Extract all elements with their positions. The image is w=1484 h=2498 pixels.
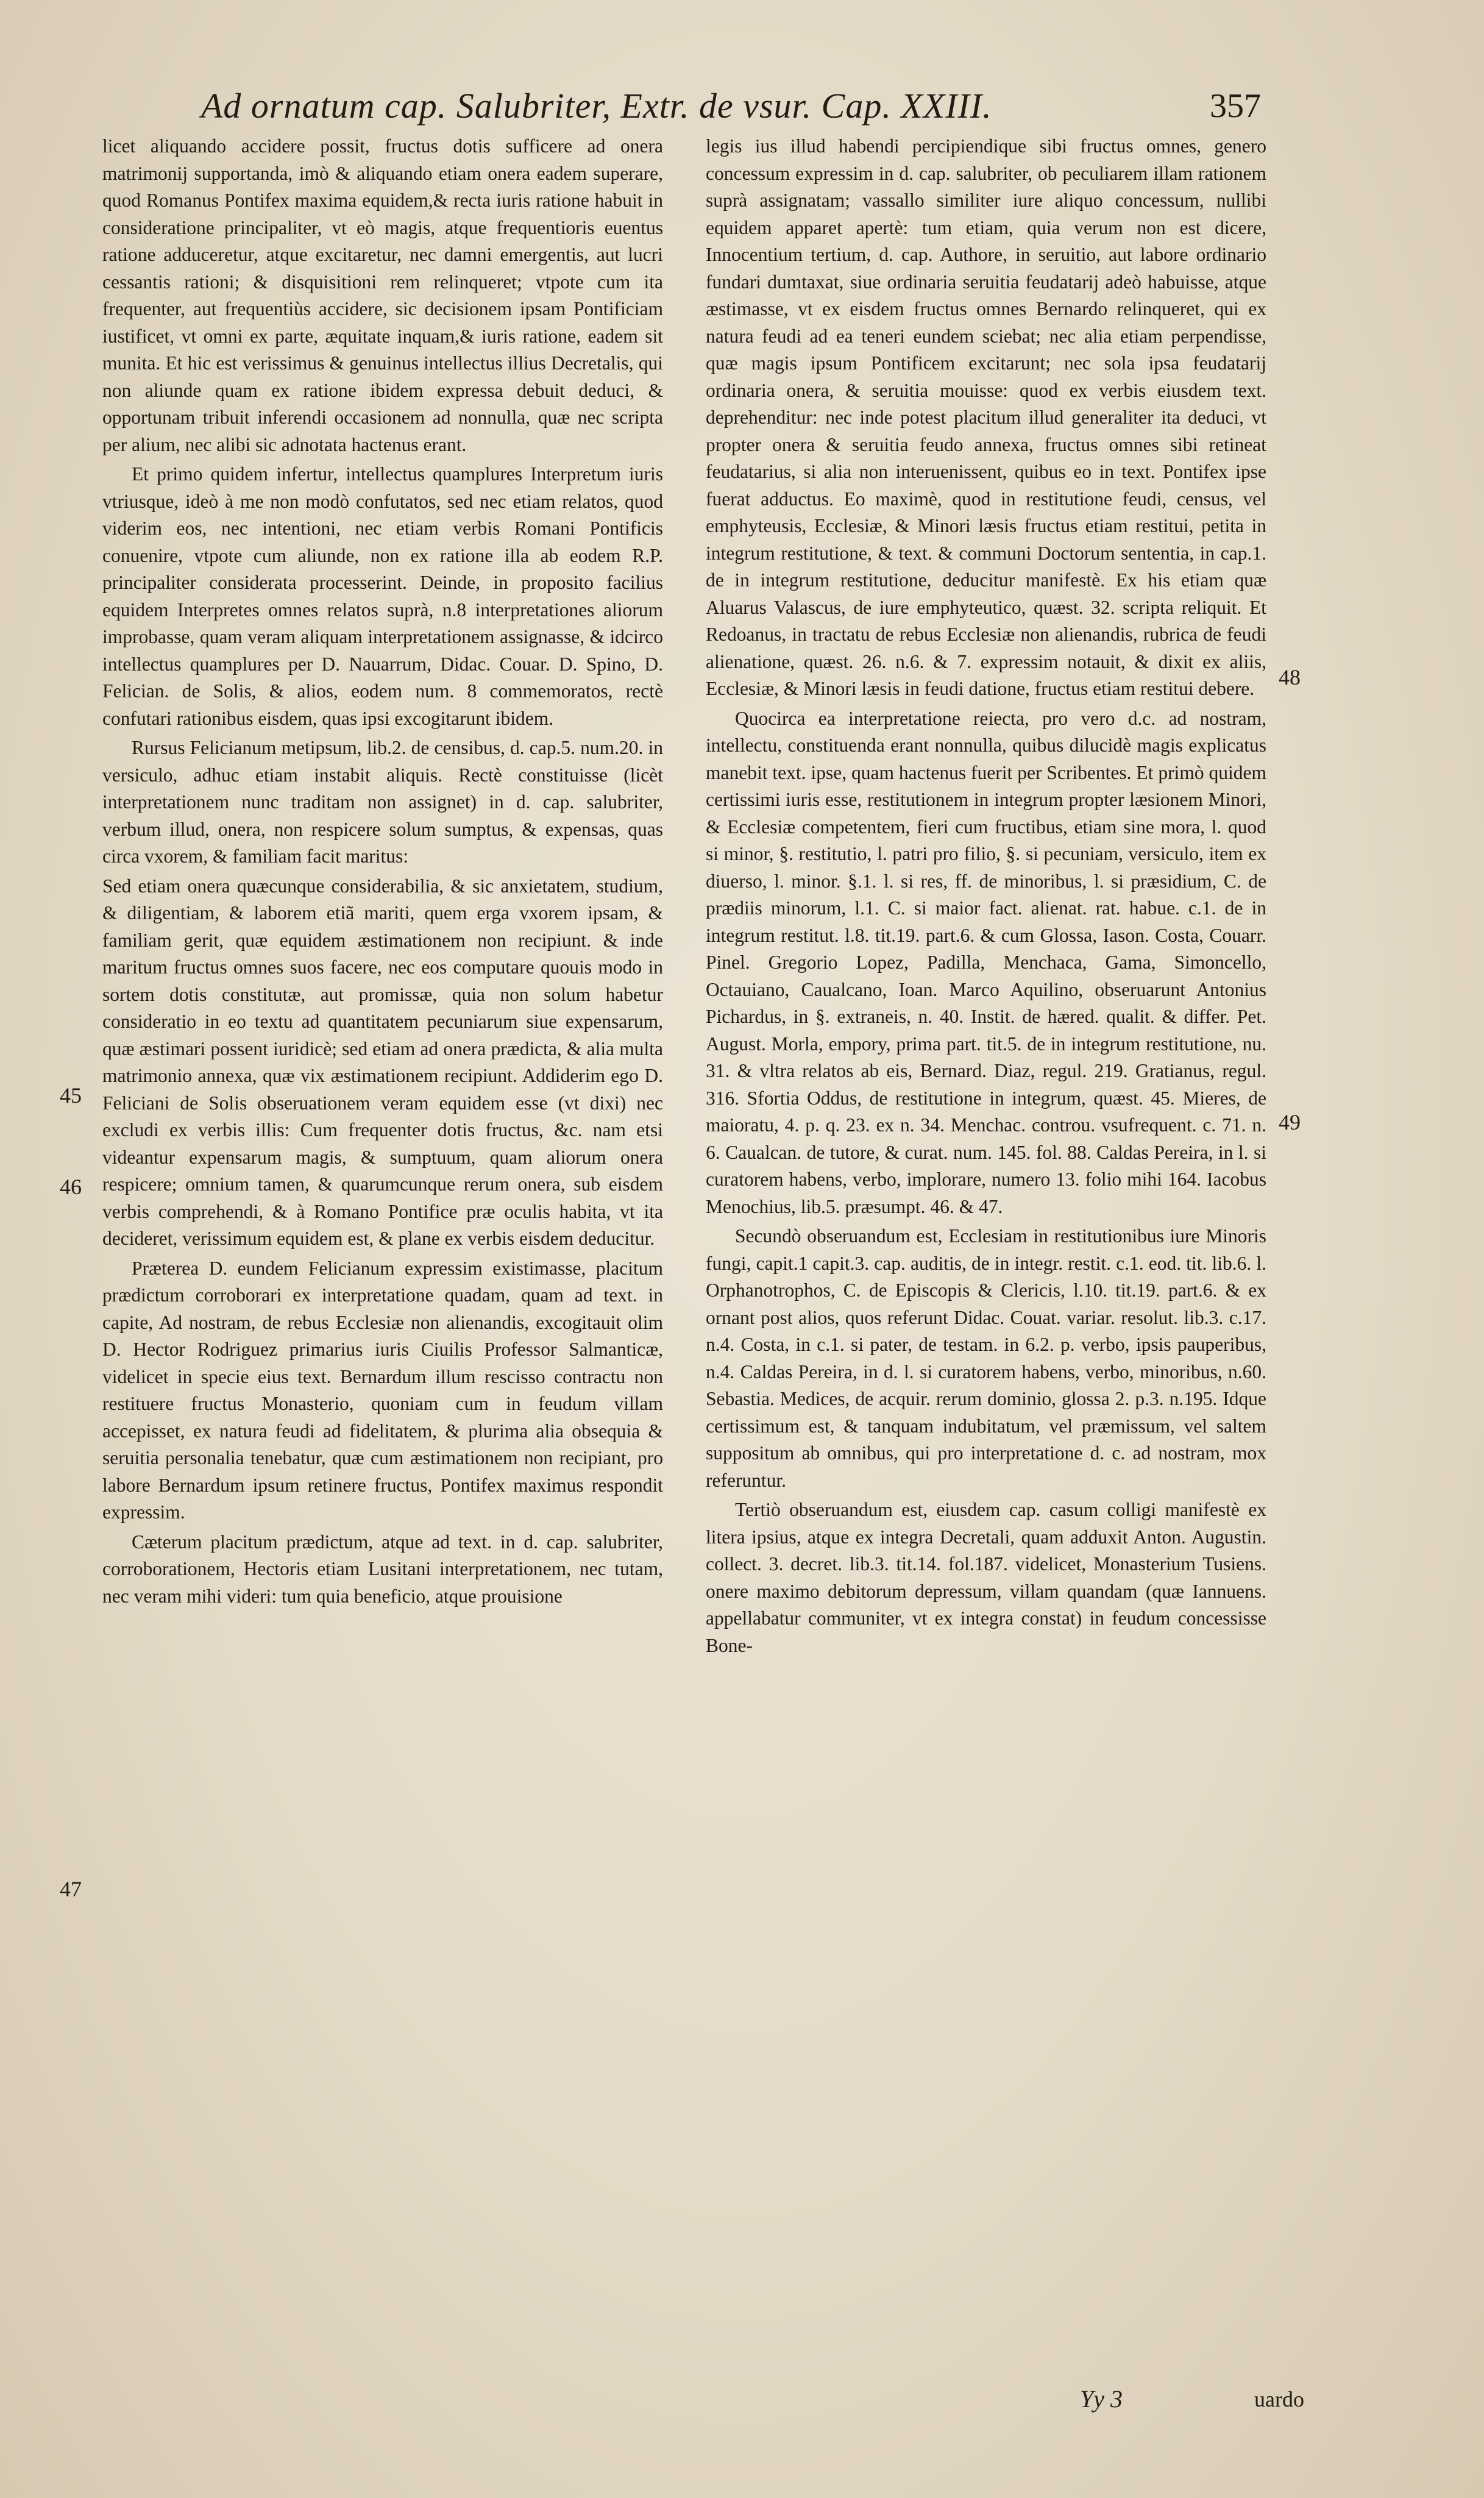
paragraph: Et primo quidem infertur, intellectus quamplures Interpretum iuris vtriusque, ideò à me non modò confutatos, sed nec etiam relatos, quod viderim eos, nec intentioni, nec etiam verbis Romani Pontificis conuenire, vtpote cum aliunde, non ex ratione illa ab eodem R.P. principaliter considerata processerint. Deinde, in proposito facilius equidem Interpretes omnes relatos suprà, n.8 interpretationes aliorum improbasse, quam veram aliquam interpretationem assignasse, & idcirco intellectus quamplures per D. Nauarrum, Didac. Couar. D. Spino, D. Felician. de Solis, & alios, eodem num. 8 commemoratos, rectè confutari rationibus eisdem, quas ipsi excogitarunt ibidem. [102,463,663,729]
paragraph: licet aliquando accidere possit, fructus dotis sufficere ad onera matrimonij supportanda, imò & aliquando etiam onera eadem superare, quod Romanus Pontifex maxima equidem,& recta iuris ratione habuit in consideratione principaliter, vt eò magis, atque frequentioris euentus ratione adduceretur, atque excitaretur, nec damni emergentis, aut lucri cessantis rationi; & disquisitioni rem relinqueret; vtpote cum ita frequenter, aut frequentiùs accidere, sic decisionem ipsam Pontificiam iustificet, vt omni ex parte, æquitate inquam,& iuris ratione, eadem sit munita. Et hic est verissimus & genuinus intellectus illius Decretalis, qui non aliunde quam ex ratione ibidem expressa debuit deduci, & opportunam tribuit inferendi occasionem ad nonnulla, quæ nec scripta per alium, nec alibi sic adnotata hactenus erant. [102,135,663,455]
margin-number: 46 [60,1175,82,1199]
paragraph: Cæterum placitum prædictum, atque ad text. in d. cap. salubriter, corroborationem, Hectoris etiam Lusitani interpretationem, nec tutam, nec veram mihi videri: tum quia beneficio, atque prouisione [102,1531,663,1607]
right-column [706,133,1266,2449]
margin-number: 47 [60,1877,82,1901]
signature-mark: Yy 3 [1080,2385,1123,2413]
catchword: uardo [1254,2387,1304,2411]
paragraph: Tertiò obseruandum est, eiusdem cap. casum colligi manifestè ex litera ipsius, atque ex integra Decretali, quam adduxit Anton. Augustin. collect. 3. decret. lib.3. tit.14. fol.187. videlicet, Monasterium Tusiens. onere maximo debitorum depressum, villam quandam (quæ Iannuens. appellabatur communiter, vt ex integra constat) in feudum concessisse Bone- [706,1499,1266,1656]
running-title: Ad ornatum cap. Salubriter, Extr. de vsur. Cap. XXIII. [201,86,992,126]
left-column [102,133,663,2449]
paragraph: Quocirca ea interpretatione reiecta, pro vero d.c. ad nostram, intellectu, constituenda erant nonnulla, quibus dilucidè magis explicatus manebit text. ipse, quam hactenus fuerit per Scribentes. Et primò quidem certissimi iuris esse, restitutionem in integrum propter læsionem Minori, & Ecclesiæ competentem, fieri cum fructibus, etiam sine mora, l. quod si minor, §. restitutio, l. patri pro filio, §. si pecuniam, versiculo, item ex diuerso, l. minor. §.1. l. si res, ff. de minoribus, l. si præsidium, C. de prædiis minorum, l.1. C. si maior fact. alienat. rat. habue. c.1. de in integrum restitut. l.8. tit.19. part.6. & cum Glossa, Iason. Costa, Couarr. Pinel. Gregorio Lopez, Padilla, Menchaca, Gama, Simoncello, Octauiano, Caualcano, Ioan. Marco Aquilino, obseruarunt Antonius Pichardus, in §. extraneis, n. 40. Instit. de hæred. qualit. & differ. Pet. August. Morla, empory, prima part. tit.5. de in integrum restitutione, nu. 31. & vltra relatos ab eis, Bernard. Diaz, regul. 219. Gratianus, regul. 316. Sfortia Oddus, de restitutione in integrum, quæst. 45. Mieres, de maioratu, 4. p. q. 23. ex n. 34. Menchac. controu. vsufrequent. c. 71. n. 6. Caualcan. de tutore, & curat. num. 145. fol. 88. Caldas Pereira, in l. si curatorem habens, verbo, implorare, numero 13. folio mihi 164. Iacobus Menochius, lib.5. præsumpt. 46. & 47. [706,707,1266,1217]
margin-number: 45 [60,1083,82,1108]
page-number: 357 [1210,87,1261,125]
paragraph: Rursus Felicianum metipsum, lib.2. de censibus, d. cap.5. num.20. in versiculo, adhuc etiam instabit aliquis. Rectè constituisse (licèt interpretationem nunc traditam non assignet) in d. cap. salubriter, verbum illud, onera, non respicere solum sumptus, & expensas, quas circa vxorem, & familiam facit maritus: [102,737,663,867]
paragraph: Præterea D. eundem Felicianum expressim existimasse, placitum prædictum corroborari ex interpretatione quadam, quam ad text. in capite, Ad nostram, de rebus Ecclesiæ non alienandis, excogitauit olim D. Hector Rodriguez primarius iuris Ciuilis Professor Salmanticæ, videlicet in specie eius text. Bernardum illum rescisso contractu non restituere fructus Monasterio, quoniam cum in feudum villam accepisset, ex natura feudi ad fidelitatem, & plurima alia obsequia & seruitia personalia tenebatur, quæ cum æstimationem non recipiant, pro labore Bernardum ipsum retinere fructus, Pontifex maximus respondit expressim. [102,1257,663,1523]
margin-number: 49 [1279,1110,1301,1134]
margin-number: 48 [1279,665,1301,689]
page-header [0,85,1484,140]
paragraph: Secundò obseruandum est, Ecclesiam in restitutionibus iure Minoris fungi, capit.1 capit.3. cap. auditis, de in integr. restit. c.1. eod. tit. lib.6. l. Orphanotrophos, C. de Episcopis & Clericis, l.10. tit.19. part.6. & ex ornant post alios, quos referunt Didac. Couat. variar. resolut. lib.3. c.17. n.4. Costa, in c.1. si pater, de testam. in 6.2. p. verbo, ipsis pauperibus, n.4. Caldas Pereira, in d. l. si curatorem habens, verbo, minoribus, n.60. Sebastia. Medices, de acquir. rerum dominio, glossa 2. p.3. n.195. Idque certissimum est, & tanquam indubitatum, vel præmissum, vel saltem suppositum ab omnibus, qui pro interpretatione d. c. ad nostram, mox referuntur. [706,1225,1266,1491]
paragraph: Sed etiam onera quæcunque considerabilia, & sic anxietatem, studium, & diligentiam, & laborem etiã mariti, quem erga vxorem ipsam, & familiam gerit, quæ equidem æstimationem non recipiunt. & inde maritum fructus omnes suos facere, nec eos computare quouis modo in sortem dotis constitutæ, aut promissæ, quia non solum habetur consideratio in eo textu ad quantitatem pecuniarum siue expensarum, quæ æstimari possent iuridicè; sed etiam ad onera prædicta, & alia multa matrimonio annexa, quæ vix æstimationem recipiunt. Addiderim ego D. Feliciani de Solis obseruationem veram equidem esse (vt dixi) nec excludi ex verbis illis: Cum frequenter dotis fructus, &c. nam etsi videantur expensarum magis, & sumptuum, quam aliorum onera respicere; omnium tamen, & quarumcunque rerum onera, sub eisdem verbis comprehendi, & à Romano Pontifice præ oculis habita, vt ita decideret, verissimum equidem est, & plane ex verbis eisdem deducitur. [102,875,663,1249]
paragraph: legis ius illud habendi percipiendique sibi fructus omnes, genero concessum expressim in d. cap. salubriter, ob peculiarem illam rationem suprà assignatam; vassallo similiter iure aliquo concessum, nullibi equidem apparet apertè: tum etiam, quia verum non est dicere, Innocentium tertium, d. cap. Authore, in seruitio, aut labore ordinario fundari dumtaxat, siue ordinaria seruitia feudatarij adeò habuisse, atque æstimasse, vt ex eisdem fructus omnes Bernardo relinqueret, qui ex natura feudi ad ea teneri eundem sciebat; nec alia etiam perpendisse, quæ magis ipsum Pontificem excitarunt; nec sola ipsa feudatarij ordinaria onera, & seruitia mouisse: quod ex verbis eiusdem text. deprehenditur: nec inde potest placitum illud generaliter ita deduci, vt propter onera & seruitia feudo annexa, fructus omnes sibi retineat feudatarius, si alia non interuenissent, quibus eo in text. Pontifex ipse fuerat adductus. Eo maximè, quod in restitutione feudi, census, vel emphyteusis, Ecclesiæ, & Minori læsis fructus etiam restitui, petita in integrum restitutione, & text. & communi Doctorum sententia, in cap.1. de in integrum restitutione, deducitur manifestè. Ex his etiam quæ Aluarus Valascus, de iure emphyteutico, quæst. 32. scripta reliquit. Et Redoanus, in tractatu de rebus Ecclesiæ non alienandis, rubrica de feudi alienatione, quæst. 26. n.6. & 7. expressim notauit, & dixit ex aliis, Ecclesiæ, & Minori læsis in feudi datione, fructus etiam restitui debere. [706,135,1266,699]
